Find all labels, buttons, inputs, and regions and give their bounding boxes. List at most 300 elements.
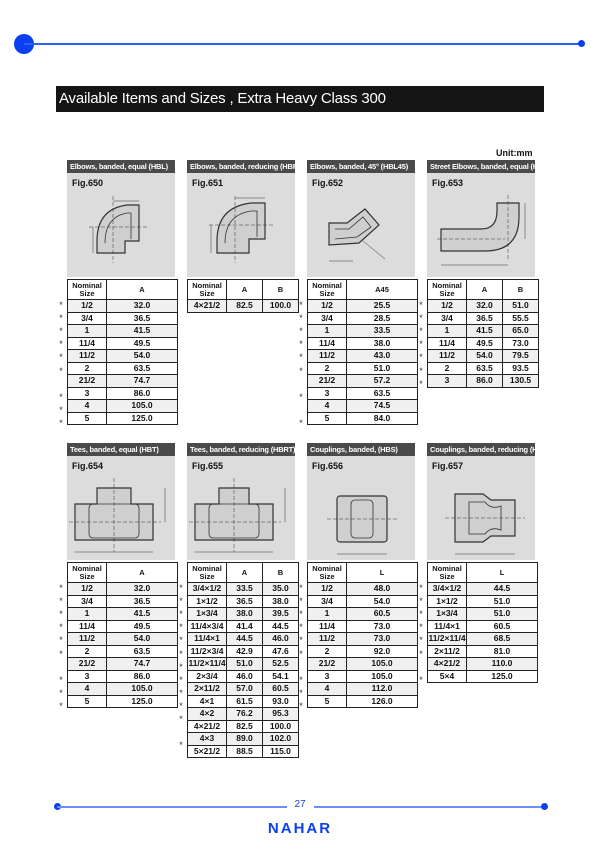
table-row [188,695,299,708]
nominal-size-cell: 4 [68,683,107,696]
table-row [428,620,538,633]
size-table [307,279,418,425]
column-header: Nominal Size [428,280,467,300]
nominal-size-cell: 5 [68,412,107,425]
table-row [308,683,418,696]
nominal-size-cell: 11/4×3/4 [188,620,227,633]
nominal-size-cell: 11/2×3/4 [188,645,227,658]
stock-marker: * [179,674,183,685]
coupling-reducing-diagram [427,456,535,560]
dimension-cell: 89.0 [227,733,263,746]
elbow-equal-diagram [67,173,175,277]
nominal-size-cell: 2 [428,362,467,375]
elbow-45-diagram [307,173,415,277]
size-table [427,279,539,388]
dimension-cell: 49.5 [467,337,503,350]
dimension-cell: 61.5 [227,695,263,708]
nominal-size-cell: 1 [308,325,347,338]
nominal-size-cell: 3 [308,670,347,683]
dimension-cell: 68.5 [467,633,538,646]
table-row [68,312,178,325]
stock-marker: * [299,352,303,363]
table-row [428,583,538,596]
size-table [67,562,178,708]
dimension-cell: 73.0 [347,620,418,633]
dimension-cell: 39.5 [263,608,299,621]
dimension-cell: 46.0 [227,670,263,683]
table-row [308,658,418,671]
product-card [67,160,175,277]
nominal-size-cell: 1×1/2 [188,595,227,608]
stock-marker: * [179,609,183,620]
table-row [308,400,418,413]
nominal-size-cell: 4 [68,400,107,413]
stock-marker: * [59,700,63,711]
nominal-size-cell: 1/2 [68,300,107,313]
product-card [187,160,305,277]
nominal-size-cell: 11/4×1 [428,620,467,633]
stock-marker: * [59,635,63,646]
column-header: A [467,280,503,300]
dimension-cell: 79.5 [503,350,539,363]
table-row [68,337,178,350]
nominal-size-cell: 11/2 [308,350,347,363]
column-header: Nominal Size [308,280,347,300]
table-row [308,325,418,338]
nominal-size-cell: 5×21/2 [188,745,227,758]
dimension-cell: 55.5 [503,312,539,325]
stock-marker: * [179,596,183,607]
dimension-cell: 81.0 [467,645,538,658]
product-figure [427,173,535,277]
stock-marker: * [419,596,423,607]
stock-marker: * [299,365,303,376]
product-figure [307,456,415,560]
nominal-size-cell: 11/4 [428,337,467,350]
stock-marker: * [419,609,423,620]
stock-marker: * [419,326,423,337]
dimension-cell: 82.5 [227,720,263,733]
nominal-size-cell: 2 [68,362,107,375]
dimension-cell: 92.0 [347,645,418,658]
dimension-cell: 52.5 [263,658,299,671]
dimension-cell: 44.5 [263,620,299,633]
nominal-size-cell: 4×1 [188,695,227,708]
stock-marker: * [299,313,303,324]
table-row [428,350,539,363]
size-table [307,562,418,708]
nominal-size-cell: 2 [308,362,347,375]
dimension-cell: 100.0 [263,720,299,733]
stock-marker: * [59,300,63,310]
table-row [428,608,538,621]
table-row [68,375,178,388]
product-figure [187,456,295,560]
dimension-cell: 32.0 [107,300,178,313]
table-row [308,337,418,350]
stock-marker: * [179,687,183,698]
table-row [308,670,418,683]
nominal-size-cell: 11/4×1 [188,633,227,646]
stock-marker: * [419,313,423,324]
dimension-cell: 51.0 [227,658,263,671]
table-header-row [428,563,538,583]
stock-marker: * [59,391,63,402]
nominal-size-cell: 3/4 [308,595,347,608]
product-card [187,443,295,560]
column-header: A [227,280,263,300]
dimension-cell: 49.5 [107,337,178,350]
dimension-cell: 60.5 [263,683,299,696]
table-row [68,412,178,425]
stock-marker: * [59,583,63,593]
nominal-size-cell: 21/2 [68,658,107,671]
nominal-size-cell: 4×3 [188,733,227,746]
table-row [68,670,178,683]
dimension-cell: 115.0 [263,745,299,758]
dimension-cell: 105.0 [347,670,418,683]
table-row [188,708,299,721]
table-header-row [188,280,299,300]
nominal-size-cell: 3 [308,387,347,400]
table-row [308,583,418,596]
dimension-cell: 95.3 [263,708,299,721]
nominal-size-cell: 4×21/2 [188,720,227,733]
brand-logo: NAHAR [267,820,333,837]
dimension-cell: 105.0 [107,400,178,413]
column-header: B [263,563,299,583]
table-header-row [188,563,299,583]
table-row [188,595,299,608]
dimension-cell: 100.0 [263,300,299,313]
dimension-cell: 86.0 [467,375,503,388]
nominal-size-cell: 11/4 [308,337,347,350]
page-number: 27 [294,799,306,810]
dimension-cell: 54.0 [107,633,178,646]
stock-marker: * [419,378,423,389]
dimension-cell: 44.5 [227,633,263,646]
stock-marker: * [59,417,63,428]
dimension-cell: 51.0 [347,362,418,375]
stock-marker: * [299,609,303,620]
nominal-size-cell: 5 [308,695,347,708]
nominal-size-cell: 21/2 [68,375,107,388]
nominal-size-cell: 3/4×1/2 [428,583,467,596]
stock-marker: * [179,635,183,646]
table-row [68,583,178,596]
stock-marker: * [179,700,183,711]
dimension-cell: 82.5 [227,300,263,313]
column-header: A [107,563,178,583]
dimension-cell: 76.2 [227,708,263,721]
stock-marker: * [419,300,423,310]
table-row [308,387,418,400]
nominal-size-cell: 11/2 [428,350,467,363]
stock-marker: * [419,648,423,659]
table-row [188,658,299,671]
dimension-cell: 36.5 [227,595,263,608]
table-row [68,695,178,708]
nominal-size-cell: 5 [68,695,107,708]
table-header-row [68,563,178,583]
table-row [308,375,418,388]
dimension-cell: 112.0 [347,683,418,696]
dimension-cell: 42.9 [227,645,263,658]
table-row [68,608,178,621]
dimension-cell: 60.5 [347,608,418,621]
stock-marker: * [299,635,303,646]
dimension-cell: 105.0 [347,658,418,671]
dimension-cell: 47.6 [263,645,299,658]
stock-marker: * [179,714,183,724]
nominal-size-cell: 4×2 [188,708,227,721]
dimension-cell: 63.5 [347,387,418,400]
table-row [428,375,539,388]
tee-reducing-diagram [187,456,295,560]
table-row [68,300,178,313]
nominal-size-cell: 2 [308,645,347,658]
table-row [308,300,418,313]
table-row [428,633,538,646]
dimension-cell: 36.5 [467,312,503,325]
stock-marker: * [59,609,63,620]
figure-number: Fig.655 [192,461,224,471]
table-row [308,695,418,708]
dimension-cell: 86.0 [107,670,178,683]
nominal-size-cell: 1 [428,325,467,338]
table-row [188,620,299,633]
table-row [428,337,539,350]
nominal-size-cell: 11/2 [68,633,107,646]
table-row [308,645,418,658]
table-row [68,645,178,658]
column-header: Nominal Size [68,563,107,583]
nominal-size-cell: 1 [68,608,107,621]
stock-marker: * [59,339,63,350]
dimension-cell: 46.0 [263,633,299,646]
column-header: Nominal Size [428,563,467,583]
coupling-diagram [307,456,415,560]
product-card [67,443,175,560]
product-title: Tees, banded, equal (HBT) [67,443,175,456]
stock-marker: * [179,661,183,672]
footer-rule-left [57,806,287,808]
dimension-cell: 33.5 [347,325,418,338]
dimension-cell: 41.5 [467,325,503,338]
stock-marker: * [59,596,63,607]
nominal-size-cell: 3/4 [68,312,107,325]
dimension-cell: 38.0 [227,608,263,621]
stock-marker: * [59,622,63,633]
size-table [187,279,299,313]
figure-number: Fig.650 [72,178,104,188]
stock-marker: * [59,326,63,337]
stock-marker: * [179,740,183,751]
table-row [68,362,178,375]
dimension-cell: 60.5 [467,620,538,633]
nominal-size-cell: 1 [308,608,347,621]
product-figure [67,173,175,277]
table-header-row [308,563,418,583]
stock-marker: * [419,352,423,363]
stock-marker: * [299,674,303,685]
table-row [428,312,539,325]
table-row [68,620,178,633]
dimension-cell: 41.4 [227,620,263,633]
dimension-cell: 51.0 [503,300,539,313]
dimension-cell: 63.5 [107,362,178,375]
dimension-cell: 32.0 [467,300,503,313]
table-row [428,645,538,658]
stock-marker: * [299,648,303,659]
nominal-size-cell: 1×3/4 [188,608,227,621]
table-row [68,683,178,696]
table-row [188,670,299,683]
dimension-cell: 102.0 [263,733,299,746]
product-title: Couplings, banded, reducing (HBRS) [427,443,535,456]
tee-equal-diagram [67,456,175,560]
nominal-size-cell: 1/2 [428,300,467,313]
dimension-cell: 38.0 [263,595,299,608]
stock-marker: * [59,365,63,376]
nominal-size-cell: 1×1/2 [428,595,467,608]
table-row [188,645,299,658]
product-card [427,443,555,560]
column-header: B [503,280,539,300]
dimension-cell: 130.5 [503,375,539,388]
nominal-size-cell: 21/2 [308,658,347,671]
dimension-cell: 54.0 [107,350,178,363]
stock-marker: * [419,365,423,376]
table-row [68,325,178,338]
street-elbow-diagram [427,173,535,277]
table-row [308,633,418,646]
dimension-cell: 48.0 [347,583,418,596]
nominal-size-cell: 3 [428,375,467,388]
column-header: Nominal Size [188,563,227,583]
stock-marker: * [299,326,303,337]
nominal-size-cell: 1/2 [308,583,347,596]
column-header: Nominal Size [68,280,107,300]
nominal-size-cell: 11/4 [68,337,107,350]
stock-marker: * [299,583,303,593]
nominal-size-cell: 3/4 [428,312,467,325]
nominal-size-cell: 4 [308,683,347,696]
stock-marker: * [59,352,63,363]
stock-marker: * [59,674,63,685]
table-row [68,400,178,413]
nominal-size-cell: 2 [68,645,107,658]
dimension-cell: 93.5 [503,362,539,375]
size-table [187,562,299,758]
nominal-size-cell: 4×21/2 [188,300,227,313]
dimension-cell: 88.5 [227,745,263,758]
product-title: Street Elbows, banded, equal (HSL) [427,160,535,173]
dimension-cell: 51.0 [467,608,538,621]
dimension-cell: 73.0 [503,337,539,350]
nominal-size-cell: 3/4 [68,595,107,608]
stock-marker: * [299,417,303,428]
table-row [188,720,299,733]
table-row [308,620,418,633]
dimension-cell: 38.0 [347,337,418,350]
dimension-cell: 57.2 [347,375,418,388]
dimension-cell: 54.1 [263,670,299,683]
product-title: Elbows, banded, equal (HBL) [67,160,175,173]
nominal-size-cell: 11/4 [308,620,347,633]
dimension-cell: 41.5 [107,325,178,338]
stock-marker: * [299,300,303,310]
nominal-size-cell: 3 [68,670,107,683]
nominal-size-cell: 2×11/2 [188,683,227,696]
column-header: A45 [347,280,418,300]
stock-marker: * [299,596,303,607]
dimension-cell: 36.5 [107,312,178,325]
stock-marker: * [419,622,423,633]
stock-marker: * [299,391,303,402]
dimension-cell: 74.7 [107,658,178,671]
column-header: Nominal Size [188,280,227,300]
figure-number: Fig.657 [432,461,464,471]
dimension-cell: 41.5 [107,608,178,621]
footer-rule-right [314,806,544,808]
dimension-cell: 63.5 [107,645,178,658]
size-table [67,279,178,425]
table-row [68,633,178,646]
stock-marker: * [59,404,63,415]
nominal-size-cell: 4 [308,400,347,413]
table-row [428,325,539,338]
dimension-cell: 44.5 [467,583,538,596]
column-header: L [467,563,538,583]
table-row [188,733,299,746]
table-header-row [68,280,178,300]
figure-number: Fig.656 [312,461,344,471]
table-row [68,350,178,363]
table-row [308,608,418,621]
table-header-row [428,280,539,300]
dimension-cell: 93.0 [263,695,299,708]
dimension-cell: 49.5 [107,620,178,633]
dimension-cell: 125.0 [107,412,178,425]
product-figure [187,173,295,277]
nominal-size-cell: 1 [68,325,107,338]
stock-marker: * [179,583,183,593]
dimension-cell: 110.0 [467,658,538,671]
column-header: A [227,563,263,583]
product-title: Couplings, banded, (HBS) [307,443,415,456]
stock-marker: * [299,622,303,633]
dimension-cell: 54.0 [347,595,418,608]
nominal-size-cell: 11/2×11/4 [428,633,466,644]
product-figure [307,173,415,277]
nominal-size-cell: 21/2 [308,375,347,388]
dimension-cell: 51.0 [467,595,538,608]
table-row [188,745,299,758]
dimension-cell: 25.5 [347,300,418,313]
stock-marker: * [59,648,63,659]
table-row [308,412,418,425]
stock-marker: * [419,674,423,685]
nominal-size-cell: 11/2 [308,633,347,646]
footer-dot-right [541,803,548,810]
dimension-cell: 74.5 [347,400,418,413]
nominal-size-cell: 3/4 [308,312,347,325]
table-row [68,387,178,400]
size-table [427,562,538,683]
dimension-cell: 126.0 [347,695,418,708]
table-row [188,300,299,313]
